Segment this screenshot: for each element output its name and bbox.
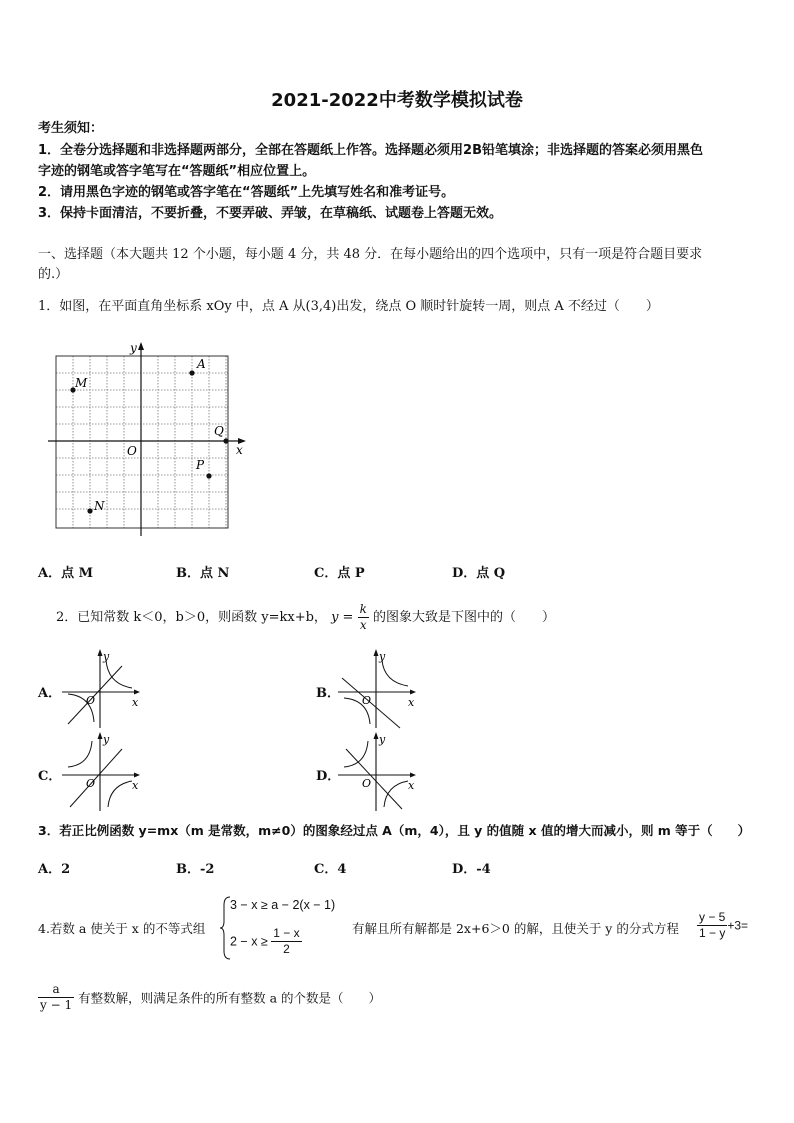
q2-y-eq: y = — [331, 610, 354, 625]
y-axis-label: y — [130, 341, 137, 355]
page-title: 2021-2022中考数学模拟试卷 — [271, 90, 523, 111]
q1-point: (3,4) — [305, 299, 337, 314]
q1-option-d[interactable]: D．点 Q — [452, 566, 506, 581]
x-label: x — [132, 696, 139, 709]
q4-eq-num: y − 5 — [699, 910, 726, 924]
q4-inequality-1: 3 − x ≥ a − 2(x − 1) — [230, 898, 336, 912]
q4-tail-fraction — [38, 982, 74, 1013]
q4-ineq2-den: 2 — [283, 942, 290, 956]
q4-equation — [697, 910, 748, 941]
q2-graph-d[interactable] — [336, 729, 420, 813]
notice-line: 3．保持卡面清洁，不要折叠，不要弄破、弄皱，在草稿纸、试题卷上答题无效。 — [38, 206, 503, 221]
q2-post: 的图象大致是下图中的（ ） — [373, 610, 556, 625]
q4-eq-plus: +3= — [727, 918, 749, 933]
q2-option-a-label[interactable]: A． — [38, 686, 62, 701]
section-heading: 一、选择题（本大题共 12 个小题，每小题 4 分，共 48 分．在每小题给出的四个选项中，只有一项是符合题目要求 — [38, 247, 703, 262]
origin-label: O — [86, 777, 96, 790]
q4-pre: 4.若数 a 使关于 x 的不等式组 — [38, 921, 206, 936]
x-axis-label: x — [236, 443, 243, 457]
notice-line: 2．请用黑色字迹的钢笔或答字笔在“答题纸”上先填写姓名和准考证号。 — [38, 185, 455, 200]
q4-ineq2-left: 2 − x ≥ — [230, 934, 268, 949]
q1-option-a[interactable]: A．点 M — [38, 566, 94, 581]
origin-label: O — [362, 694, 372, 707]
y-label: y — [103, 733, 110, 746]
q1-option-c[interactable]: C．点 P — [314, 566, 365, 581]
q2-pre: 2．已知常数 k＜0，b＞0，则函数 y=kx+b， — [56, 610, 327, 625]
x-label: x — [408, 779, 415, 792]
y-label: y — [103, 650, 110, 663]
q1-coordinate-grid — [48, 338, 252, 540]
origin-label: O — [127, 444, 137, 458]
point-a-label: A — [197, 357, 206, 371]
q1-post: 出发，绕点 O 顺时针旋转一周，则点 A 不经过（ ） — [336, 299, 659, 314]
q2-option-c-label[interactable]: C． — [38, 769, 62, 784]
q2-graph-c[interactable] — [60, 729, 144, 813]
q2-graph-a[interactable] — [60, 646, 144, 730]
q4-eq-fraction — [697, 910, 727, 941]
point-m-label: M — [75, 376, 88, 390]
q2-fraction — [358, 602, 369, 633]
q4-continuation — [38, 982, 381, 1013]
notice-line: 字迹的钢笔或答字笔写在“答题纸”相应位置上。 — [38, 164, 316, 179]
q4-eq-den: 1 − y — [699, 926, 726, 940]
point-a — [189, 370, 194, 375]
q2-frac-num: k — [359, 602, 367, 616]
question-1-stem — [38, 296, 659, 317]
point-q — [223, 438, 228, 443]
y-label: y — [379, 650, 386, 663]
q1-pre: 1．如图，在平面直角坐标系 xOy 中，点 A 从 — [38, 299, 306, 314]
origin-label: O — [362, 777, 372, 790]
notice-line: 1．全卷分选择题和非选择题两部分，全部在答题纸上作答。选择题必须用2B铅笔填涂；非选择题的答案必须用黑色 — [38, 143, 704, 158]
q4-tail-text: 有整数解，则满足条件的所有整数 a 的个数是（ ） — [78, 990, 381, 1006]
x-label: x — [132, 779, 139, 792]
q3-option-a[interactable]: A．2 — [38, 862, 71, 877]
q4-mid: 有解且所有解都是 2x+6＞0 的解，且使关于 y 的分式方程 — [352, 921, 679, 936]
q2-option-b-label[interactable]: B． — [316, 686, 340, 701]
q2-graph-b[interactable] — [336, 646, 420, 730]
q4-ineq2-fraction — [271, 926, 301, 957]
q3-option-c[interactable]: C．4 — [314, 862, 347, 877]
q2-frac-den: x — [359, 618, 367, 632]
section-heading-cont: 的.） — [38, 267, 69, 282]
q1-option-b[interactable]: B．点 N — [176, 566, 230, 581]
notice-heading: 考生须知： — [38, 121, 104, 136]
origin-label: O — [86, 694, 96, 707]
point-n — [87, 508, 92, 513]
point-q-label: Q — [214, 424, 224, 438]
q4-tail-den: y − 1 — [40, 998, 73, 1012]
q3-option-b[interactable]: B．-2 — [176, 862, 215, 877]
q4-tail-num: a — [38, 982, 74, 998]
q2-option-d-label[interactable]: D． — [316, 769, 341, 784]
point-p-label: P — [196, 458, 205, 472]
y-label: y — [379, 733, 386, 746]
q3-option-d[interactable]: D．-4 — [452, 862, 491, 877]
point-n-label: N — [94, 499, 105, 513]
q4-inequality-2 — [230, 926, 302, 957]
question-2-stem — [56, 602, 555, 633]
x-label: x — [408, 696, 415, 709]
point-p — [206, 473, 211, 478]
question-3-stem: 3．若正比例函数 y=mx（m 是常数，m≠0）的图象经过点 A（m，4），且 y 的值随 x 值的增大而减小，则 m 等于（ ） — [38, 823, 751, 838]
q4-ineq2-num: 1 − x — [273, 926, 300, 940]
